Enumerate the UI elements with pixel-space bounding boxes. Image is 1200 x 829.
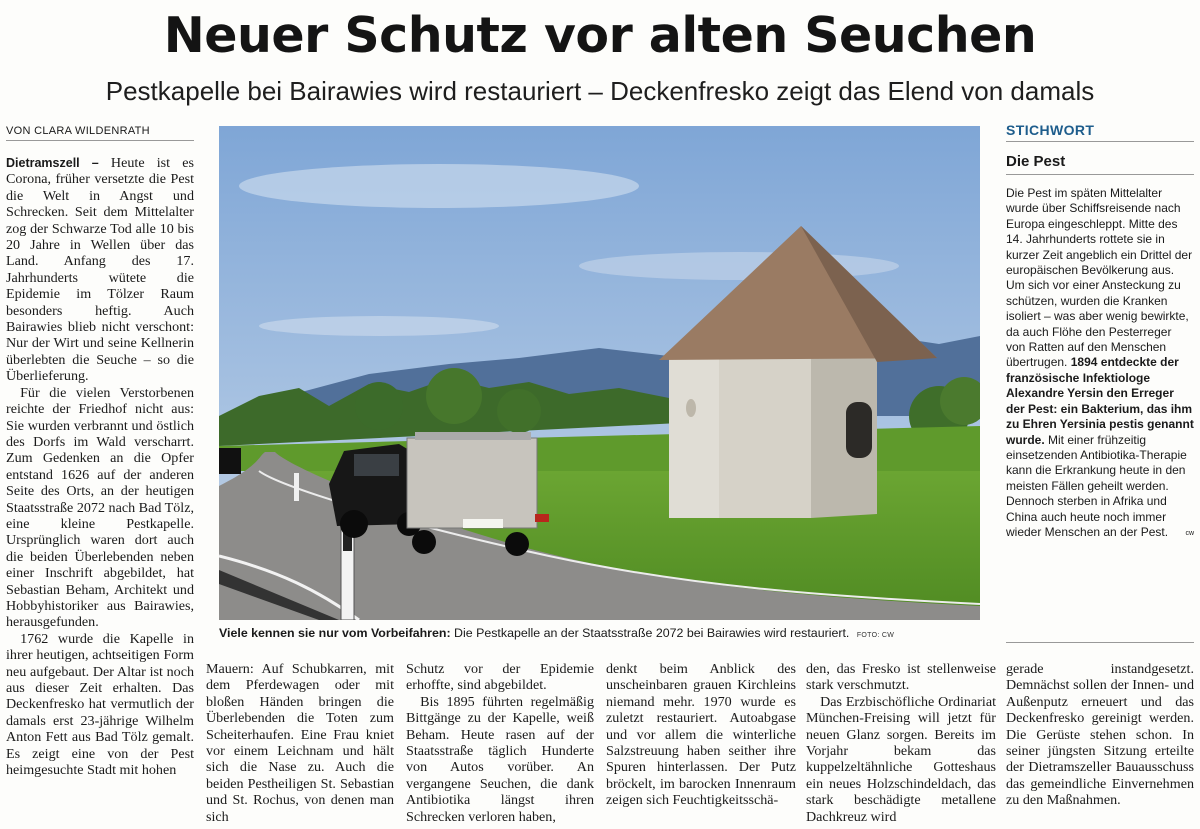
- chapel-window: [846, 402, 872, 458]
- paragraph-4: Mauern: Auf Schubkarren, mit dem Pferdewagen oder mit bloßen Händen bringen die Überlebenden die Toten zum Scheiterhaufen. Eine Frau kniet vor einem Leichnam und hält sich die Nase zu. Auch die beiden Pestheiligen St. Sebastian und St. Rochus, von denen man sich: [206, 661, 394, 825]
- paragraph-8: den, das Fresko ist stellenweise stark verschmutzt.: [806, 661, 996, 694]
- sidebar-text-bold: 1894 entdeckte der französische Infektiologe Alexandre Yersin den Erreger der Pest: ein Bakterium, das ihm zu Ehren Yersinia pestis genannt wurde.: [1006, 355, 1194, 447]
- dateline: Dietramszell –: [6, 156, 99, 170]
- sidebar-title: Die Pest: [1006, 153, 1194, 175]
- byline: VON CLARA WILDENRATH: [6, 125, 194, 141]
- paragraph-7: denkt beim Anblick des unscheinbaren grauen Kirchleins niemand mehr. 1970 wurde es zuletzt restauriert. Autoabgase und vor allem die winterliche Salzstreuung haben seither ihre Spuren hinterlassen. Der Putz bröckelt, im barocken Innenraum zeigen sich Feuchtigkeitsschä-: [606, 661, 796, 809]
- sidebar-text-2: Mit einer frühzeitig einsetzenden Antibiotika-Therapie kann die Erkrankung heute in den meisten Fällen geheilt werden. Dennoch sterben in Afrika und China auch heute noch immer wieder Menschen an der Pest.: [1006, 432, 1187, 539]
- sidebar-label: STICHWORT: [1006, 122, 1194, 142]
- article-column-6: [1006, 661, 1194, 827]
- caption-lead: Viele kennen sie nur vom Vorbeifahren:: [219, 626, 451, 640]
- article-column-3: [406, 661, 594, 827]
- paragraph-10: gerade instandgesetzt. Demnächst sollen der Innen- und Außenputz erneuert und das Deckenfresko gereinigt werden. Die Gerüste stehen schon. In seiner jüngsten Sitzung erteilte der Dietramszeller Bauausschuss das gemeindliche Einvernehmen zu den Maßnahmen.: [1006, 661, 1194, 809]
- article-column-4: [606, 661, 796, 827]
- headline: Neuer Schutz vor alten Seuchen: [163, 7, 1037, 64]
- paragraph-3: 1762 wurde die Kapelle in ihrer heutigen, achtseitigen Form neu aufgebaut. Der Altar ist noch aus dieser Zeit erhalten. Das Deckenfresko hat vermutlich der damals erst 23-jährige Wilhelm Anton Fett aus Bad Tölz gemalt. Es zeigt eine von der Pest heimgesuchte Stadt mit hohen: [6, 630, 194, 779]
- sidebar-text: [1006, 186, 1194, 540]
- article-column-5: [806, 661, 996, 827]
- sidebar-box: [1006, 122, 1194, 642]
- paragraph-5: Schutz vor der Epidemie erhoffte, sind abgebildet.: [406, 661, 594, 694]
- paragraph-6: Bis 1895 führten regelmäßig Bittgänge zu der Kapelle, weiß Beham. Heute rasen auf der Staatsstraße täglich Hunderte von Autos vorüber. An vergangene Seuchen, die dank Antibiotika längst ihren Schrecken verloren haben,: [406, 693, 594, 825]
- photo-credit: FOTO: CW: [856, 632, 895, 639]
- sidebar-credit: cw: [1185, 530, 1194, 538]
- subheadline: Pestkapelle bei Bairawies wird restauriert – Deckenfresko zeigt das Elend von damals: [105, 76, 1095, 106]
- chapel-photo-illustration: [219, 126, 980, 620]
- article-column-2: [206, 661, 394, 827]
- divider: [1006, 642, 1194, 643]
- sidebar-text-1: Die Pest im späten Mittelalter wurde über Schiffsreisende nach Europa eingeschleppt. Mitte des 14. Jahrhunderts rottete sie in kurzer Zeit angeblich ein Drittel der europäischen Bevölkerung aus. Um sich vor einer Ansteckung zu schützen, wurden die Kranken isoliert – was aber wenig bewirkte, da auch Flöhe den Pesterreger von Ratten auf den Menschen übertrugen.: [1006, 186, 1193, 370]
- paragraph-1: Heute ist es Corona, früher versetzte die Pest die Welt in Angst und Schrecken. Seit dem Mittelalter zog der Schwarze Tod alle 10 bis 20 Jahre in Wellen über das Land. Anfang des 17. Jahrhunderts wütete die Epidemie im Tölzer Raum besonders heftig. Auch Bairawies blieb nicht verschont: Nur der Wirt und seine Kellnerin überlebten die Seuche – so die Überlieferung.: [6, 155, 194, 385]
- caption-text: Die Pestkapelle an der Staatsstraße 2072 bei Bairawies wird restauriert.: [454, 626, 850, 640]
- paragraph-2: Für die vielen Verstorbenen reichte der Friedhof nicht aus: Sie wurden verbrannt und östlich des Dorfs im Wald verscharrt. Zum Gedenken an die Opfer entstand 1626 auf der anderen Seite des Orts, an der heutigen Staatsstraße 2072 nach Bad Tölz, eine kleine Pestkapelle. Ursprünglich waren dort auch die beiden Überlebenden neben einer Inschrift abgebildet, hat Sebastian Beham, Architekt und Hobbyhistoriker aus Bairawies, herausgefunden.: [6, 384, 194, 631]
- photo-caption: [219, 625, 980, 644]
- article-column-1: [6, 155, 194, 827]
- paragraph-9: Das Erzbischöfliche Ordinariat München-Freising will jetzt für neuen Glanz sorgen. Bereits im Vorjahr bekam das kuppelzeltähnliche Gotteshaus ein neues Holzschindeldach, das stark beschädigte metallene Dachkreuz wird: [806, 693, 996, 825]
- article-photo: [219, 126, 980, 620]
